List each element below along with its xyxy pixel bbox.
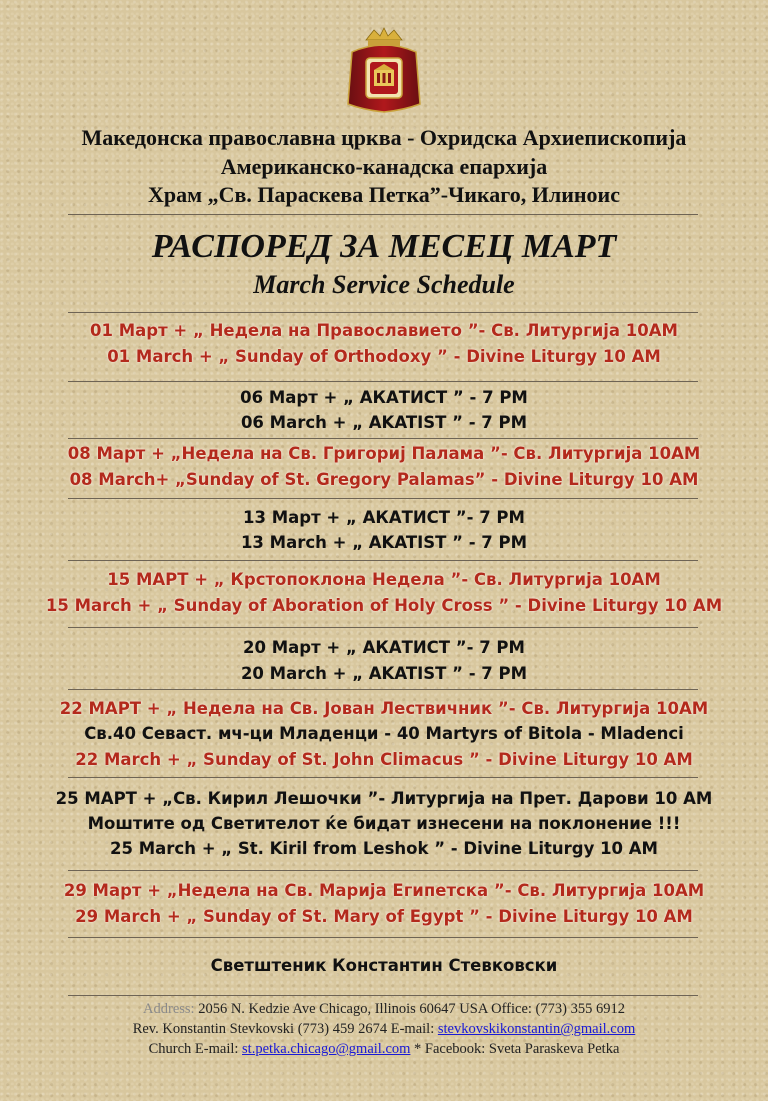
schedule-line-note: Св.40 Севаст. мч-ци Младенци - 40 Martyrs of Bitola - Mladenci	[84, 724, 684, 743]
divider	[68, 870, 698, 871]
contact-text: Rev. Konstantin Stevkovski (773) 459 2674 E-mail:	[132, 1021, 438, 1037]
divider	[68, 381, 698, 382]
divider	[68, 777, 698, 778]
divider	[68, 995, 698, 996]
header-line-1: Македонска православна црква - Охридска Архиепископија	[81, 125, 687, 150]
divider	[68, 498, 698, 499]
divider	[68, 937, 698, 938]
schedule-line-mk: 25 МАРТ + „Св. Кирил Лешочки ”- Литургија на Прет. Дарови 10 AM	[55, 789, 713, 808]
schedule-line-en: 13 March + „ AKATIST ” - 7 PM	[240, 533, 528, 552]
schedule-line-en: 01 March + „ Sunday of Orthodoxy ” - Divine Liturgy 10 AM	[107, 347, 661, 366]
divider	[68, 689, 698, 690]
schedule-title: РАСПОРЕД ЗА МЕСЕЦ МАРТ	[151, 228, 617, 265]
footer-church	[0, 1041, 768, 1058]
schedule-line-en: 08 March+ „Sunday of St. Gregory Palamas” - Divine Liturgy 10 AM	[69, 470, 699, 489]
schedule-line-mk: 29 Март + „Недела на Св. Марија Египетска ”- Св. Литургија 10АМ	[63, 881, 705, 900]
schedule-line-mk: 22 МАРТ + „ Недела на Св. Јован Лествичник ”- Св. Литургија 10АМ	[59, 699, 709, 718]
divider	[68, 560, 698, 561]
header-line-3: Храм „Св. Параскева Петка”-Чикаго, Илиноис	[148, 182, 620, 207]
schedule-line-en: 22 March + „ Sunday of St. John Climacus ” - Divine Liturgy 10 AM	[75, 750, 693, 769]
schedule-line-note: Моштите од Светителот ќе бидат изнесени на поклонение !!!	[87, 814, 681, 833]
schedule-subtitle: March Service Schedule	[253, 270, 515, 299]
schedule-line-mk: 06 Март + „ АКАТИСТ ” - 7 PM	[240, 388, 528, 407]
schedule-line-en: 06 March + „ AKATIST ” - 7 PM	[240, 413, 528, 432]
schedule-line-mk: 01 Март + „ Недела на Православието ”- Св. Литургија 10АМ	[90, 321, 678, 340]
schedule-line-en: 25 March + „ St. Kiril from Leshok ” - Divine Liturgy 10 AM	[110, 839, 658, 858]
email-link-church[interactable]: st.petka.chicago@gmail.com	[242, 1041, 411, 1057]
schedule-line-en: 15 March + „ Sunday of Aboration of Holy Cross ” - Divine Liturgy 10 AM	[45, 596, 723, 615]
schedule-line-mk: 15 МАРТ + „ Крстопоклона Недела ”- Св. Литургија 10АМ	[107, 570, 661, 589]
footer-address	[0, 1001, 768, 1018]
header-line-2: Американско-канадска епархија	[220, 154, 548, 179]
church-email-label: Church E-mail:	[148, 1041, 243, 1057]
schedule-line-mk: 08 Март + „Недела на Св. Григориј Палама ”- Св. Литургија 10АМ	[67, 444, 701, 463]
schedule-line-en: 29 March + „ Sunday of St. Mary of Egypt ” - Divine Liturgy 10 AM	[75, 907, 693, 926]
address-label: Address:	[143, 1001, 195, 1017]
divider	[68, 312, 698, 313]
footer-contact	[0, 1021, 768, 1038]
schedule-line-mk: 13 Март + „ АКАТИСТ ”- 7 PM	[243, 508, 525, 527]
divider	[68, 438, 698, 439]
schedule-line-mk: 20 Март + „ АКАТИСТ ”- 7 PM	[243, 638, 525, 657]
church-crest-icon	[344, 26, 424, 114]
divider	[68, 627, 698, 628]
priest-name: Светштеник Константин Стевковски	[210, 956, 558, 975]
address-text: 2056 N. Kedzie Ave Chicago, Illinois 60647 USA Office: (773) 355 6912	[194, 1001, 625, 1017]
facebook-text: * Facebook: Sveta Paraskeva Petka	[410, 1041, 620, 1057]
divider	[68, 214, 698, 215]
email-link-priest[interactable]: stevkovskikonstantin@gmail.com	[437, 1021, 636, 1037]
schedule-line-en: 20 March + „ AKATIST ” - 7 PM	[240, 664, 528, 683]
